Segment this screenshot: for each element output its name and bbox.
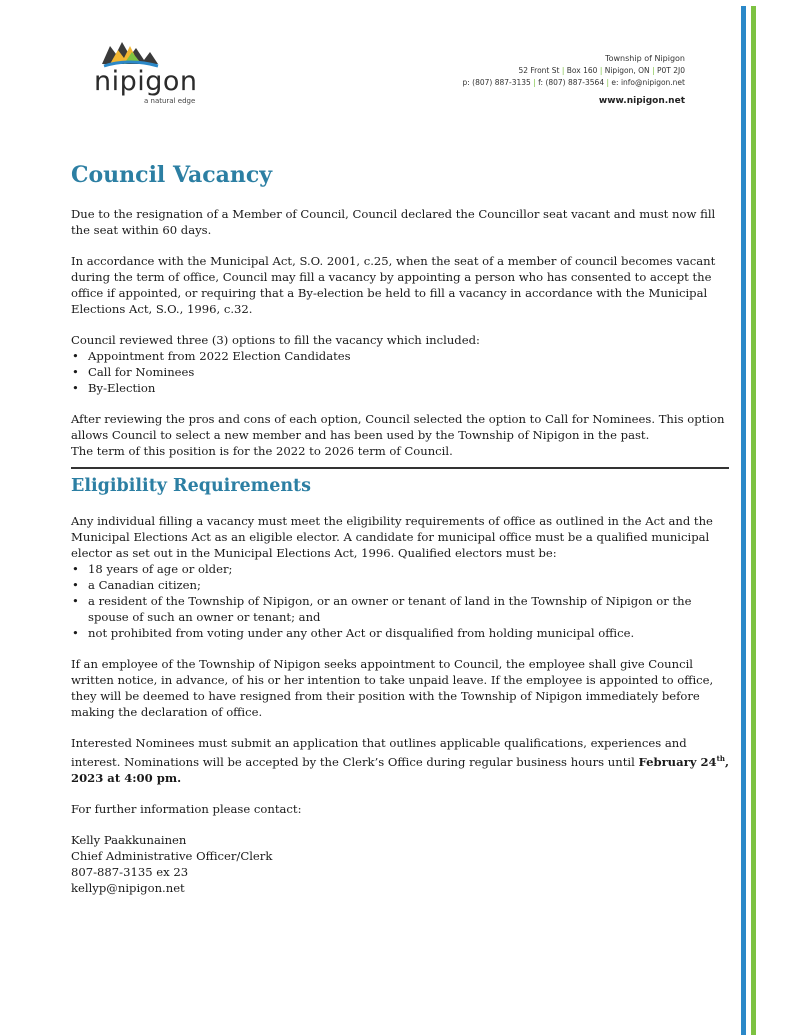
list-item: • a resident of the Township of Nipigon, or an owner or tenant of land in the Township of Nipigon or the spouse of such an owner or tenant; and	[71, 593, 731, 625]
org-name: Township of Nipigon	[605, 54, 685, 63]
requirements-list	[71, 561, 731, 641]
deadline-day: February 24	[638, 754, 717, 769]
website-link[interactable]: www.nipigon.net	[598, 96, 685, 106]
paragraph-resignation: Due to the resignation of a Member of Council, Council declared the Councillor seat vacant and must now fill the seat within 60 days.	[71, 207, 716, 237]
decorative-stripe-green	[751, 6, 756, 1035]
nipigon-logo	[94, 36, 214, 106]
list-item: • a Canadian citizen;	[71, 577, 731, 593]
paragraph-term: The term of this position is for the 2022 to 2026 term of Council.	[71, 444, 453, 458]
contact-phone: 807-887-3135 ex 23	[71, 864, 189, 879]
options-block	[71, 332, 731, 396]
phone-fax-email-line: p: (807) 887-3135 | f: (807) 887-3564 | e: info@nipigon.net	[462, 78, 685, 87]
contact-email[interactable]: kellyp@nipigon.net	[71, 880, 185, 895]
contact-block	[71, 832, 731, 896]
paragraph-contact-intro: For further information please contact:	[71, 801, 302, 816]
list-item: • 18 years of age or older;	[71, 561, 731, 577]
list-item: • not prohibited from voting under any other Act or disqualified from holding municipal office.	[71, 625, 731, 641]
eligibility-intro: Any individual filling a vacancy must meet the eligibility requirements of office as outlined in the Act and the Municipal Elections Act as an eligible elector. A candidate for municipal office must be a qualified municipal elector as set out in the Municipal Elections Act, 1996. Qualified electors must be:	[71, 514, 713, 560]
section-title-council-vacancy: Council Vacancy	[71, 162, 273, 188]
options-intro: Council reviewed three (3) options to fill the vacancy which included:	[71, 333, 480, 347]
contact-name: Kelly Paakkunainen	[71, 832, 187, 847]
list-item: • Appointment from 2022 Election Candidates	[71, 348, 731, 364]
logo-wordmark: nipigon	[94, 66, 198, 97]
address-line: 52 Front St | Box 160 | Nipigon, ON | P0T 2J0	[518, 66, 685, 75]
logo-mountains-icon	[100, 36, 160, 68]
section-divider	[71, 467, 729, 469]
paragraph-nominees: Interested Nominees must submit an application that outlines applicable qualifications, experiences and interest. Nominations will be accepted by the Clerk’s Office during regular business hours until February 24th, 2023 at 4:00 pm.	[71, 736, 730, 785]
decorative-stripe-blue	[741, 6, 746, 1035]
document-body	[71, 162, 731, 896]
logo-tagline: a natural edge	[144, 97, 196, 105]
header-contact-info	[463, 53, 686, 107]
options-list	[71, 348, 731, 396]
paragraph-selection: After reviewing the pros and cons of each option, Council selected the option to Call for Nominees. This option allows Council to select a new member and has been used by the Township of Nipigon in the past.	[71, 412, 725, 442]
paragraph-municipal-act: In accordance with the Municipal Act, S.O. 2001, c.25, when the seat of a member of council becomes vacant during the term of office, Council may fill a vacancy by appointing a person who has consented to accept the office if appointed, or requiring that a By-election be held to fill a vacancy in accordance with the Municipal Elections Act, S.O., 1996, c.32.	[71, 254, 716, 316]
list-item: • By-Election	[71, 380, 731, 396]
section-title-eligibility: Eligibility Requirements	[71, 476, 311, 496]
paragraph-employee: If an employee of the Township of Nipigon seeks appointment to Council, the employee shall give Council written notice, in advance, of his or her intention to take unpaid leave. If the employee is appointed to office, they will be deemed to have resigned from their position with the Township of Nipigon immediately before making the declaration of office.	[71, 657, 714, 719]
contact-title: Chief Administrative Officer/Clerk	[71, 848, 273, 863]
eligibility-block	[71, 513, 731, 641]
list-item: • Call for Nominees	[71, 364, 731, 380]
